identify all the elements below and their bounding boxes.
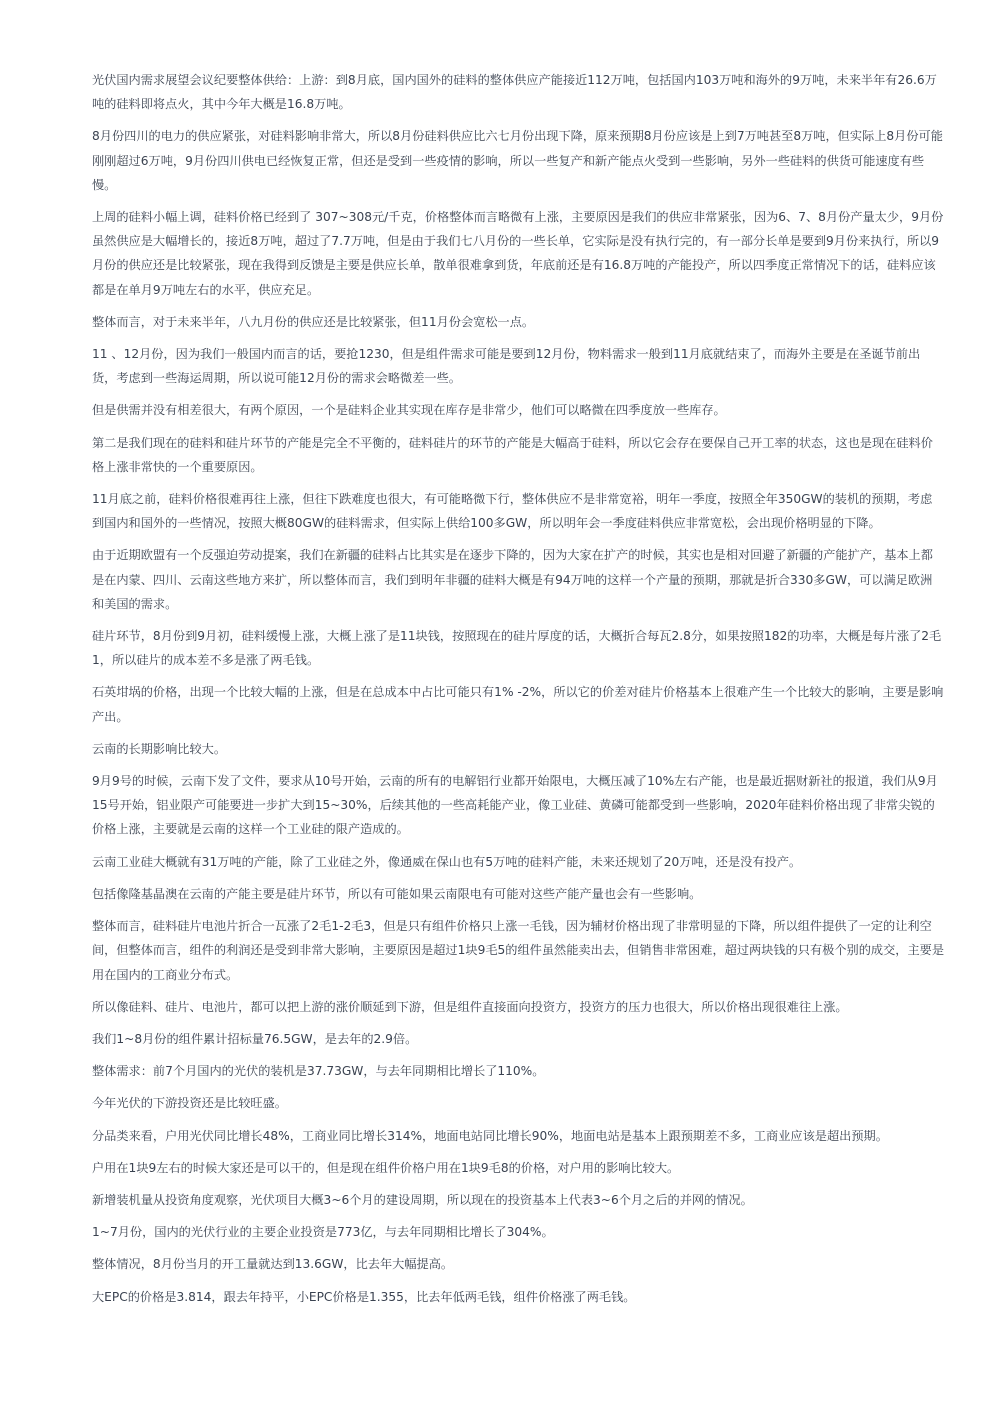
paragraph: 整体情况，8月份当月的开工量就达到13.6GW，比去年大幅提高。	[92, 1257, 454, 1272]
paragraph: 9月9号的时候，云南下发了文件，要求从10号开始，云南的所有的电解铝行业都开始限电，大概压减了10%左右产能，也是最近据财新社的报道，我们从9月15号开始，铝业限产可能要进一步扩大到15~30%，后续其他的一些高耗能产业，像工业硅、黄磷可能都受到一些影响，2020年硅料价格出现了非常尖锐的价格上涨，主要就是云南的这样一个工业硅的限产造成的。	[92, 774, 938, 837]
paragraph: 我们1~8月份的组件累计招标量76.5GW，是去年的2.9倍。	[92, 1031, 418, 1046]
paragraph: 石英坩埚的价格，出现一个比较大幅的上涨，但是在总成本中占比可能只有1% -2%，所以它的价差对硅片价格基本上很难产生一个比较大的影响，主要是影响产出。	[92, 685, 944, 724]
paragraph: 所以像硅料、硅片、电池片，都可以把上游的涨价顺延到下游，但是组件直接面向投资方，投资方的压力也很大，所以价格出现很难往上涨。	[92, 999, 848, 1014]
paragraph: 11 、12月份，因为我们一般国内而言的话，要抢1230，但是组件需求可能是要到12月份，物料需求一般到11月底就结束了，而海外主要是在圣诞节前出货，考虑到一些海运周期，所以说可能12月份的需求会略微差一些。	[92, 347, 921, 386]
paragraph: 今年光伏的下游投资还是比较旺盛。	[92, 1096, 287, 1111]
paragraph: 整体而言，对于未来半年，八九月份的供应还是比较紧张，但11月份会宽松一点。	[92, 314, 535, 329]
paragraph: 8月份四川的电力的供应紧张，对硅料影响非常大，所以8月份硅料供应比六七月份出现下降，原来预期8月份应该是上到7万吨甚至8万吨，但实际上8月份可能刚刚超过6万吨，9月份四川供电已经恢复正常，但还是受到一些疫情的影响，所以一些复产和新产能点火受到一些影响，另外一些硅料的供货可能速度有些慢。	[92, 129, 943, 192]
paragraph: 整体而言，硅料硅片电池片折合一瓦涨了2毛1-2毛3，但是只有组件价格只上涨一毛钱，因为辅材价格出现了非常明显的下降，所以组件提供了一定的让利空间，但整体而言，组件的利润还是受到非常大影响，主要原因是超过1块9毛5的组件虽然能卖出去，但销售非常困难，超过两块钱的只有极个别的成交，主要是用在国内的工商业分布式。	[92, 919, 945, 982]
paragraph: 大EPC的价格是3.814，跟去年持平，小EPC价格是1.355，比去年低两毛钱，组件价格涨了两毛钱。	[92, 1289, 636, 1304]
paragraph: 云南工业硅大概就有31万吨的产能，除了工业硅之外，像通威在保山也有5万吨的硅料产能，未来还规划了20万吨，还是没有投产。	[92, 854, 802, 869]
paragraph: 云南的长期影响比较大。	[92, 741, 227, 756]
paragraph: 硅片环节，8月份到9月初，硅料缓慢上涨，大概上涨了是11块钱，按照现在的硅片厚度的话，大概折合每瓦2.8分，如果按照182的功率，大概是每片涨了2毛1，所以硅片的成本差不多是涨了两毛钱。	[92, 629, 942, 668]
paragraph: 1~7月份，国内的光伏行业的主要企业投资是773亿，与去年同期相比增长了304%。	[92, 1225, 554, 1240]
paragraph: 户用在1块9左右的时候大家还是可以干的，但是现在组件价格户用在1块9毛8的价格，对户用的影响比较大。	[92, 1160, 680, 1175]
paragraph: 分品类来看，户用光伏同比增长48%，工商业同比增长314%，地面电站同比增长90%，地面电站是基本上跟预期差不多，工商业应该是超出预期。	[92, 1128, 888, 1143]
paragraph: 第二是我们现在的硅料和硅片环节的产能是完全不平衡的，硅料硅片的环节的产能是大幅高于硅料，所以它会存在要保自己开工率的状态，这也是现在硅料价格上涨非常快的一个重要原因。	[92, 435, 933, 474]
paragraph: 由于近期欧盟有一个反强迫劳动提案，我们在新疆的硅料占比其实是在逐步下降的，因为大家在扩产的时候，其实也是相对回避了新疆的产能扩产，基本上都是在内蒙、四川、云南这些地方来扩，所以整体而言，我们到明年非疆的硅料大概是有94万吨的这样一个产量的预期，那就是折合330多GW，可以满足欧洲和美国的需求。	[92, 548, 933, 611]
paragraph: 新增装机量从投资角度观察，光伏项目大概3~6个月的建设周期，所以现在的投资基本上代表3~6个月之后的并网的情况。	[92, 1192, 753, 1207]
document-body	[92, 68, 944, 1317]
paragraph: 整体需求：前7个月国内的光伏的装机是37.73GW，与去年同期相比增长了110%。	[92, 1064, 545, 1079]
paragraph: 但是供需并没有相差很大，有两个原因，一个是硅料企业其实现在库存是非常少，他们可以略微在四季度放一些库存。	[92, 403, 726, 418]
paragraph: 上周的硅料小幅上调，硅料价格已经到了 307~308元/千克，价格整体而言略微有上涨，主要原因是我们的供应非常紧张，因为6、7、8月份产量太少，9月份虽然供应是大幅增长的，接近8万吨，超过了7.7万吨，但是由于我们七八月份的一些长单，它实际是没有执行完的，有一部分长单是要到9月份来执行，所以9月份的供应还是比较紧张，现在我得到反馈是主要是供应长单，散单很难拿到货，年底前还是有16.8万吨的产能投产，所以四季度正常情况下的话，硅料应该都是在单月9万吨左右的水平，供应充足。	[92, 210, 944, 297]
paragraph: 包括像隆基晶澳在云南的产能主要是硅片环节，所以有可能如果云南限电有可能对这些产能产量也会有一些影响。	[92, 886, 702, 901]
paragraph: 11月底之前，硅料价格很难再往上涨，但往下跌难度也很大，有可能略微下行，整体供应不是非常宽裕，明年一季度，按照全年350GW的装机的预期，考虑到国内和国外的一些情况，按照大概80GW的硅料需求，但实际上供给100多GW，所以明年会一季度硅料供应非常宽松，会出现价格明显的下降。	[92, 492, 933, 531]
paragraph: 光伏国内需求展望会议纪要整体供给：上游：到8月底，国内国外的硅料的整体供应产能接近112万吨，包括国内103万吨和海外的9万吨，未来半年有26.6万吨的硅料即将点火，其中今年大概是16.8万吨。	[92, 73, 937, 112]
